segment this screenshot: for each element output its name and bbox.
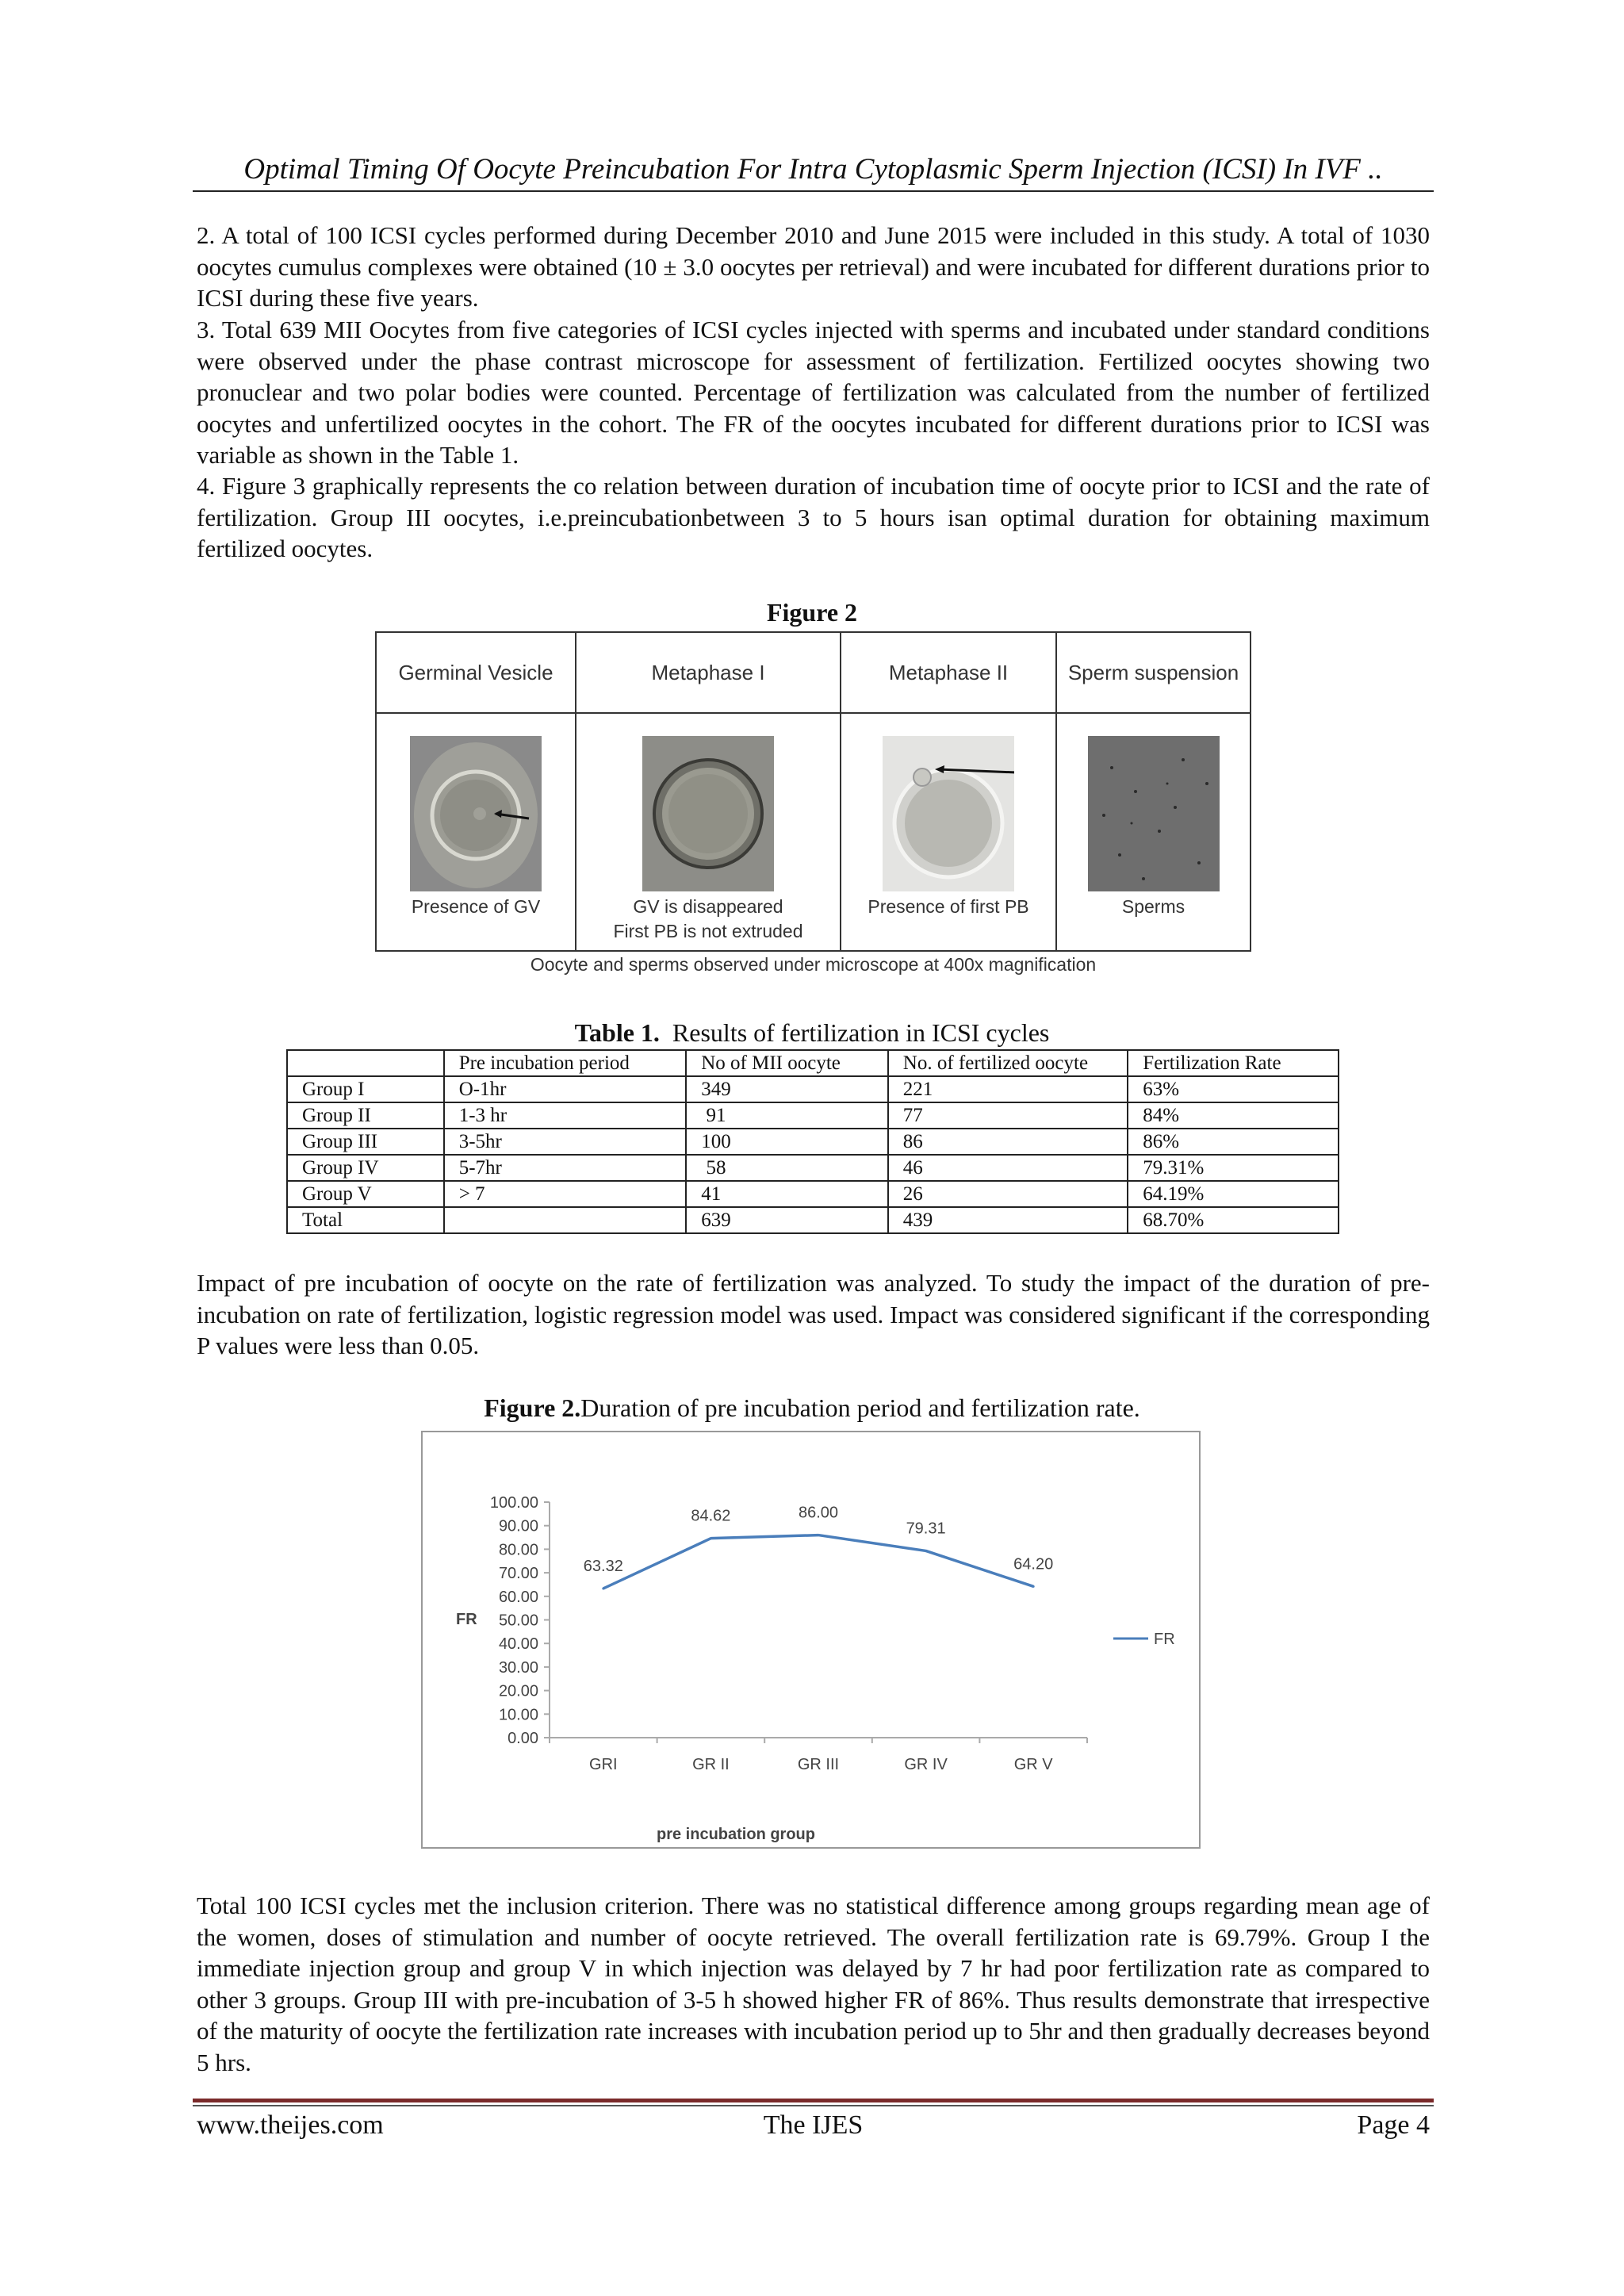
gv-oocyte-image — [410, 736, 542, 891]
series-line-segment — [710, 1535, 818, 1539]
gv-panel — [377, 633, 575, 950]
table-row — [287, 1076, 1339, 1102]
sperm-heading: Sperm suspension — [1057, 633, 1250, 714]
table-cell: 64.19% — [1128, 1181, 1339, 1207]
table-cell: Group IV — [287, 1155, 444, 1181]
table-cell — [444, 1207, 687, 1233]
y-tick-label: 40.00 — [498, 1635, 538, 1654]
sperm-label: Sperms — [1121, 896, 1185, 917]
y-axis — [490, 1494, 550, 1747]
gv-heading: Germinal Vesicle — [377, 633, 575, 714]
table-1-caption: Table 1. Results of fertilization in ICSI cycles — [574, 1018, 1050, 1047]
table-cell: 68.70% — [1128, 1207, 1339, 1233]
y-tick-label: 10.00 — [498, 1706, 538, 1724]
metaphase-1-panel — [575, 633, 840, 950]
figure-2-caption: Figure 2 — [766, 598, 858, 627]
data-label: 86.00 — [798, 1504, 839, 1522]
figure-2b-caption: Figure 2.Duration of pre incubation period and fertilization rate. — [484, 1393, 1140, 1422]
table-cell: 91 — [686, 1102, 888, 1129]
y-tick-label: 20.00 — [498, 1682, 538, 1700]
metaphase-1-label: GV is disappeared First PB is not extruded — [613, 896, 803, 941]
metaphase-1-oocyte-image — [642, 736, 774, 891]
table-row — [287, 1129, 1339, 1155]
sperm-panel — [1055, 633, 1250, 950]
table-cell: 77 — [888, 1102, 1128, 1129]
table-cell: 58 — [686, 1155, 888, 1181]
table-cell: Group I — [287, 1076, 444, 1102]
x-axis — [550, 1738, 1087, 1773]
table-cell: 3-5hr — [444, 1129, 687, 1155]
footer-rule-thin — [193, 2105, 1434, 2106]
paragraph-2: 2. A total of 100 ICSI cycles performed during December 2010 and June 2015 were included in this study. A total of 1030 oocytes cumulus complexes were obtained (10 ± 3.0 oocytes per retrieval) and were incubated for different durations prior to ICSI during these five years. — [197, 221, 1430, 312]
x-tick-label: GR IV — [904, 1756, 948, 1773]
metaphase-2-oocyte-image — [883, 736, 1014, 891]
table-cell: 84% — [1128, 1102, 1339, 1129]
table-cell: 26 — [888, 1181, 1128, 1207]
table-header-row — [287, 1050, 1339, 1076]
series-line-segment — [818, 1535, 926, 1551]
y-tick-label: 100.00 — [489, 1494, 538, 1512]
metaphase-2-panel — [840, 633, 1055, 950]
data-point — [602, 1587, 604, 1589]
table-cell: O-1hr — [444, 1076, 687, 1102]
metaphase-1-heading: Metaphase I — [576, 633, 840, 714]
gv-label: Presence of GV — [411, 896, 541, 917]
table-cell: 100 — [686, 1129, 888, 1155]
y-tick-label: 60.00 — [498, 1588, 538, 1606]
table-cell: 46 — [888, 1155, 1128, 1181]
metaphase-2-heading: Metaphase II — [841, 633, 1055, 714]
paragraph-3: 3. Total 639 MII Oocytes from five categories of ICSI cycles injected with sperms and incubated under standard conditions were observed under the phase contrast microscope for assessment of fertilization. Fertilized oocytes showing two pronuclear and two polar bodies were counted. Percentage of fertilization was calculated from the number of fertilized oocytes and unfertilized oocytes in the cohort. The FR of the oocytes incubated for different durations prior to ICSI was variable as shown in the Table 1. — [197, 316, 1430, 469]
footer-page-number: Page 4 — [1357, 2110, 1430, 2140]
running-header: Optimal Timing Of Oocyte Preincubation For Intra Cytoplasmic Sperm Injection (ICSI) In IVF .. — [243, 153, 1383, 186]
table-cell: 86 — [888, 1129, 1128, 1155]
table-header-cell: Pre incubation period — [444, 1050, 687, 1076]
x-axis-title: pre incubation group — [657, 1826, 815, 1843]
chart-svg — [423, 1432, 1199, 1847]
x-tick-label: GR V — [1013, 1756, 1053, 1773]
x-tick-label: GR II — [692, 1756, 730, 1773]
table-cell: > 7 — [444, 1181, 687, 1207]
table-cell: 439 — [888, 1207, 1128, 1233]
table-cell: 41 — [686, 1181, 888, 1207]
y-tick-label: 90.00 — [498, 1517, 538, 1535]
y-tick-label: 30.00 — [498, 1658, 538, 1677]
x-tick-label: GRI — [589, 1756, 618, 1773]
microscopy-figure — [375, 631, 1251, 952]
table-cell: Total — [287, 1207, 444, 1233]
paragraph-4: 4. Figure 3 graphically represents the co relation between duration of incubation time of oocyte prior to ICSI and the rate of fertilization. Group III oocytes, i.e.preincubationbetween 3 to 5 hours isan optimal duration for obtaining maximum fertilized oocytes. — [197, 472, 1430, 562]
table-cell: Group II — [287, 1102, 444, 1129]
y-axis-title: FR — [456, 1611, 477, 1628]
summary-paragraph: Total 100 ICSI cycles met the inclusion criterion. There was no statistical difference among groups regarding mean age of the women, doses of stimulation and number of oocyte retrieved. The overall fertilization rate is 69.79%. Group I the immediate injection group and group V in which injection was delayed by 7 hr had poor fertilization rate as compared to other 3 groups. Group III with pre-incubation of 3-5 h showed higher FR of 86%. Thus results demonstrate that irrespective of the maturity of oocyte the fertilization rate increases with incubation period up to 5hr and then gradually decreases beyond 5 hrs. — [197, 1892, 1430, 2076]
y-tick-label: 0.00 — [508, 1730, 538, 1747]
table-cell: 86% — [1128, 1129, 1339, 1155]
y-tick-label: 80.00 — [498, 1541, 538, 1559]
table-header-cell — [287, 1050, 444, 1076]
y-tick-label: 50.00 — [498, 1612, 538, 1630]
y-tick-label: 70.00 — [498, 1565, 538, 1583]
table-cell: 349 — [686, 1076, 888, 1102]
table-row — [287, 1102, 1339, 1129]
table-cell: 5-7hr — [444, 1155, 687, 1181]
table-header-cell: No of MII oocyte — [686, 1050, 888, 1076]
table-row — [287, 1181, 1339, 1207]
microscopy-footnote: Oocyte and sperms observed under microscope at 400x magnification — [530, 954, 1097, 975]
table-header-cell: Fertilization Rate — [1128, 1050, 1339, 1076]
data-point — [710, 1537, 712, 1539]
data-label: 63.32 — [583, 1557, 623, 1575]
footer-rule-thick — [193, 2099, 1434, 2102]
data-point — [1032, 1585, 1035, 1588]
footer-journal: The IJES — [763, 2110, 864, 2140]
data-point — [925, 1550, 927, 1552]
fertilization-chart — [421, 1431, 1201, 1849]
table-cell: 79.31% — [1128, 1155, 1339, 1181]
sperm-image — [1088, 736, 1220, 891]
table-cell: 221 — [888, 1076, 1128, 1102]
metaphase-2-label: Presence of first PB — [868, 896, 1029, 917]
impact-paragraph: Impact of pre incubation of oocyte on the rate of fertilization was analyzed. To study the impact of the duration of pre-incubation on rate of fertilization, logistic regression model was used. Impact was considered significant if the corresponding P values were less than 0.05. — [197, 1269, 1430, 1359]
table-cell: 1-3 hr — [444, 1102, 687, 1129]
data-point — [818, 1534, 820, 1536]
footer-website: www.theijes.com — [197, 2110, 384, 2140]
x-tick-label: GR III — [797, 1756, 840, 1773]
table-cell: Group III — [287, 1129, 444, 1155]
results-table — [286, 1049, 1339, 1234]
table-cell: 63% — [1128, 1076, 1339, 1102]
table-row — [287, 1207, 1339, 1233]
data-label: 84.62 — [691, 1507, 731, 1525]
data-label: 79.31 — [906, 1520, 946, 1538]
table-header-cell: No. of fertilized oocyte — [888, 1050, 1128, 1076]
legend-label: FR — [1154, 1631, 1175, 1648]
chart-series — [584, 1504, 1053, 1590]
header-rule — [193, 190, 1434, 192]
table-cell: Group V — [287, 1181, 444, 1207]
table-row — [287, 1155, 1339, 1181]
table-cell: 639 — [686, 1207, 888, 1233]
data-label: 64.20 — [1013, 1555, 1054, 1573]
